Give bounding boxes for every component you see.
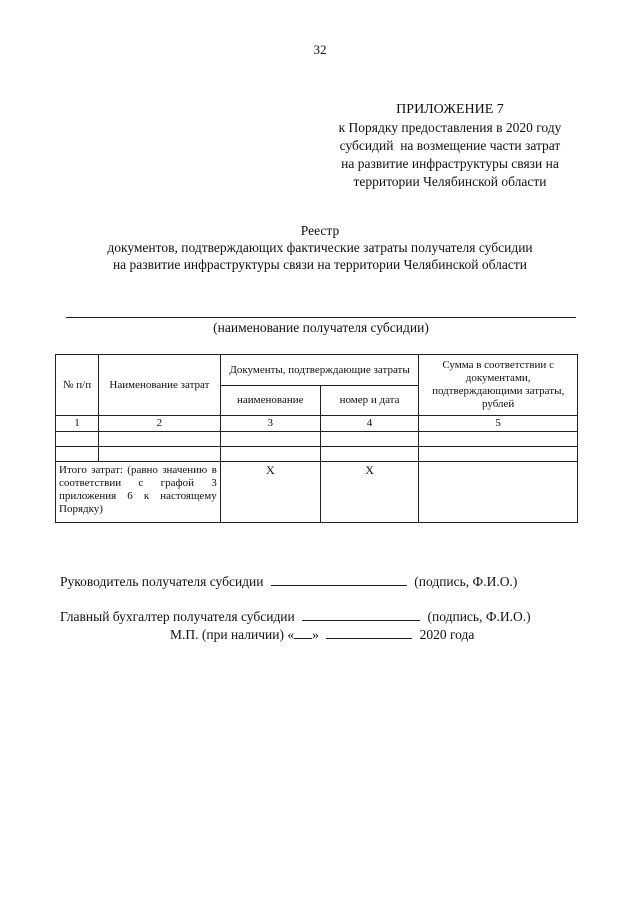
appendix-line: территории Челябинской области [353, 174, 547, 189]
table-cell [220, 447, 320, 462]
total-row [56, 462, 578, 523]
head-signature-blank [271, 573, 407, 586]
total-mark: X [320, 462, 419, 523]
table-cell [56, 447, 99, 462]
column-number: 4 [320, 416, 419, 432]
head-suffix: (подпись, Ф.И.О.) [414, 574, 518, 589]
stamp-year: 2020 года [419, 627, 475, 642]
stamp-mid: » [312, 627, 319, 642]
table-row [56, 447, 578, 462]
table-cell [220, 432, 320, 447]
total-sum-cell [419, 462, 578, 523]
registry-table [55, 354, 578, 523]
appendix-line: субсидий на возмещение части затрат [339, 138, 561, 153]
table-header-row [56, 355, 578, 386]
appendix-title: ПРИЛОЖЕНИЕ 7 [396, 102, 504, 117]
table-cell [419, 432, 578, 447]
header-num: № п/п [56, 355, 99, 416]
appendix-line: на развитие инфраструктуры связи на [341, 156, 559, 171]
stamp-prefix: М.П. (при наличии) « [170, 627, 295, 642]
registry-heading [40, 222, 600, 273]
registry-subtitle-line: документов, подтверждающих фактические затраты получателя субсидии [107, 240, 533, 255]
table-cell [56, 432, 99, 447]
day-blank [294, 626, 312, 639]
head-signature-line [60, 573, 600, 590]
appendix-line: к Порядку предоставления в 2020 году [338, 120, 562, 135]
registry-subtitle-line: на развитие инфраструктуры связи на территории Челябинской области [112, 257, 528, 272]
accountant-signature-blank [302, 608, 420, 621]
table-row [56, 432, 578, 447]
stamp-line [170, 626, 590, 643]
header-sum: Сумма в соответствии с документами, подтверждающими затраты, рублей [419, 355, 578, 416]
column-number-row [56, 416, 578, 432]
header-name: Наименование затрат [99, 355, 221, 416]
header-docs-name: наименование [220, 386, 320, 416]
recipient-name-line [66, 317, 576, 318]
table-cell [320, 447, 419, 462]
header-docs-number: номер и дата [320, 386, 419, 416]
column-number: 5 [419, 416, 578, 432]
recipient-caption: (наименование получателя субсидии) [213, 320, 429, 335]
head-label: Руководитель получателя субсидии [60, 574, 264, 589]
month-blank [326, 626, 412, 639]
column-number: 3 [220, 416, 320, 432]
registry-title: Реестр [300, 223, 340, 238]
page-number: 32 [313, 42, 327, 57]
accountant-label: Главный бухгалтер получателя субсидии [60, 609, 295, 624]
table-cell [419, 447, 578, 462]
table-cell [99, 447, 221, 462]
table-cell [99, 432, 221, 447]
accountant-suffix: (подпись, Ф.И.О.) [427, 609, 531, 624]
total-mark: X [220, 462, 320, 523]
header-docs: Документы, подтверждающие затраты [220, 355, 419, 386]
table-cell [320, 432, 419, 447]
column-number: 2 [99, 416, 221, 432]
total-label: Итого затрат: (равно значению в соответствии с графой 3 приложения 6 к настоящему Порядку) [56, 462, 221, 523]
accountant-signature-line [60, 608, 600, 625]
column-number: 1 [56, 416, 99, 432]
appendix-block [305, 101, 595, 191]
